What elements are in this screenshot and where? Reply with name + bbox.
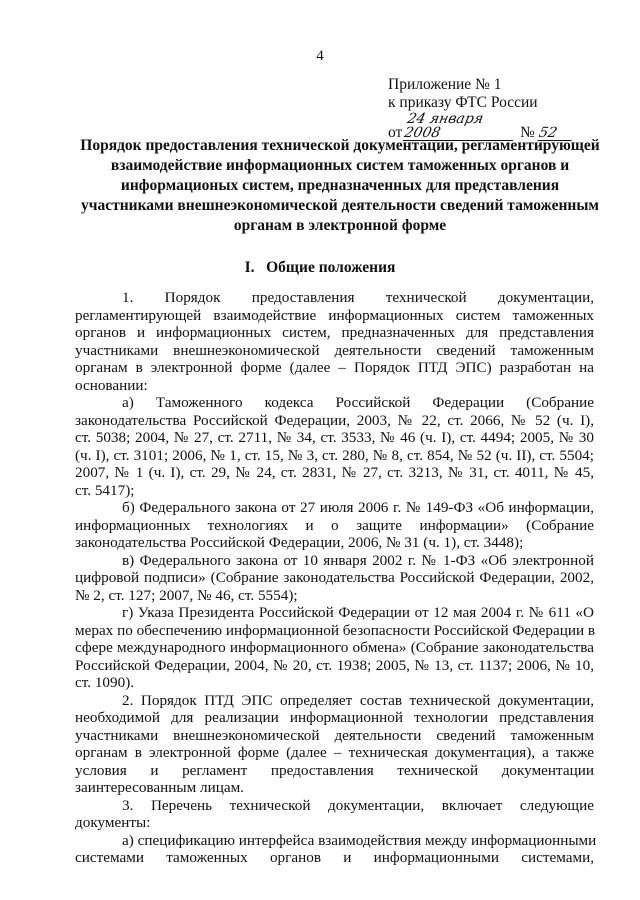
body-line: органам в электронной форме (далее – Порядок ПТД ЭПС) разработан на [75,359,594,376]
appendix-label: Приложение № 1 [388,76,502,93]
body-line: органов и информационных систем, предназначенных для представления [75,324,594,341]
body-line: ст. 5038; 2004, № 27, ст. 2711, № 34, ст. 3533, № 46 (ч. I), ст. 4494; 2005, № 30 [75,429,594,446]
page-number: 4 [316,48,324,64]
title-line: участниками внешнеэкономической деятельности сведений таможенным [81,197,599,214]
body-line: информационных технологиях и о защите информации» (Собрание [75,516,594,534]
body-line: участниками внешнеэкономической деятельности сведений таможенным [75,726,594,744]
body-line: условия и регламент предоставления технической документации [75,761,594,779]
body-line: заинтересованным лицам. [75,779,244,796]
document-title [60,136,620,236]
body-line: б) Федерального закона от 27 июля 2006 г. № 149-ФЗ «Об информации, [122,499,594,516]
body-line: а) спецификацию интерфейса взаимодействия между информационными [122,831,597,849]
body-line: ст. 5417); [75,481,135,499]
body-line: г) Указа Президента Российской Федерации от 12 мая 2004 г. № 611 «О [122,604,594,621]
title-line: органам в электронной форме [233,217,447,234]
section-heading: I. Общие положения [244,259,396,276]
title-line: взаимодействие информационных систем таможенных органов и [110,157,570,174]
appendix-header [388,76,573,142]
body-line: основании: [75,376,148,394]
body-line: законодательства Российской Федерации, 2006, № 31 (ч. 1), ст. 3448); [75,534,524,551]
body-line: документы: [75,814,151,831]
body-line: а) Таможенного кодекса Российской Федерации (Собрание [122,394,594,411]
body-line: органам в электронной форме (далее – техническая документация), а также [75,744,594,761]
title-line: информационых систем, предназначенных для представления [120,177,560,194]
order-reference: к приказу ФТС России [388,94,538,111]
body-line: законодательства Российской Федерации, 2003, № 22, ст. 2066, № 52 (ч. I), [75,411,594,429]
body-line: необходимой для реализации информационной технологии представления [75,709,594,726]
body-line: в) Федерального закона от 10 января 2002 г. № 1-ФЗ «Об электронной [122,551,594,569]
title-line: Порядок предоставления технической документации, регламентирующей [80,137,600,154]
body-line: 3. Перечень технической документации, включает следующие [122,796,594,814]
body-line: цифровой подписи» (Собрание законодательства Российской Федерации, 2002, [75,569,594,586]
document-body [75,289,597,867]
body-line: 2. Порядок ПТД ЭПС определяет состав технической документации, [122,691,594,709]
body-line: участниками внешнеэкономической деятельности сведений таможенным [75,341,594,359]
handwritten-number: 52 [537,126,574,141]
body-line: мерах по обеспечению информационной безопасности Российской Федерации в [75,621,596,639]
body-line: ст. 1090). [75,674,135,691]
body-line: системами таможенных органов и информационными системами, [75,849,594,866]
body-line: № 2, ст. 127; 2007, № 46, ст. 5554); [75,586,298,604]
number-prefix: № [520,124,535,141]
body-line: (ч. I), ст. 3101; 2006, № 1, ст. 15, № 3, ст. 280, № 8, ст. 854, № 52 (ч. II), ст. 5504; [75,446,594,464]
body-line: 1. Порядок предоставления технической документации, [122,289,594,306]
date-prefix: от [388,124,403,141]
body-line: сфере международного информационного обмена» (Собрание законодательства [75,639,594,656]
body-line: 2007, № 1 (ч. I), ст. 29, № 24, ст. 2831, № 27, ст. 3213, № 31, ст. 4011, № 45, [75,464,594,481]
body-line: Российской Федерации, 2004, № 20, ст. 1938; 2005, № 13, ст. 1137; 2006, № 10, [75,656,594,674]
handwritten-date: 24 января 2008 [403,112,519,141]
body-line: регламентирующей взаимодействие информационных систем таможенных [75,306,594,324]
